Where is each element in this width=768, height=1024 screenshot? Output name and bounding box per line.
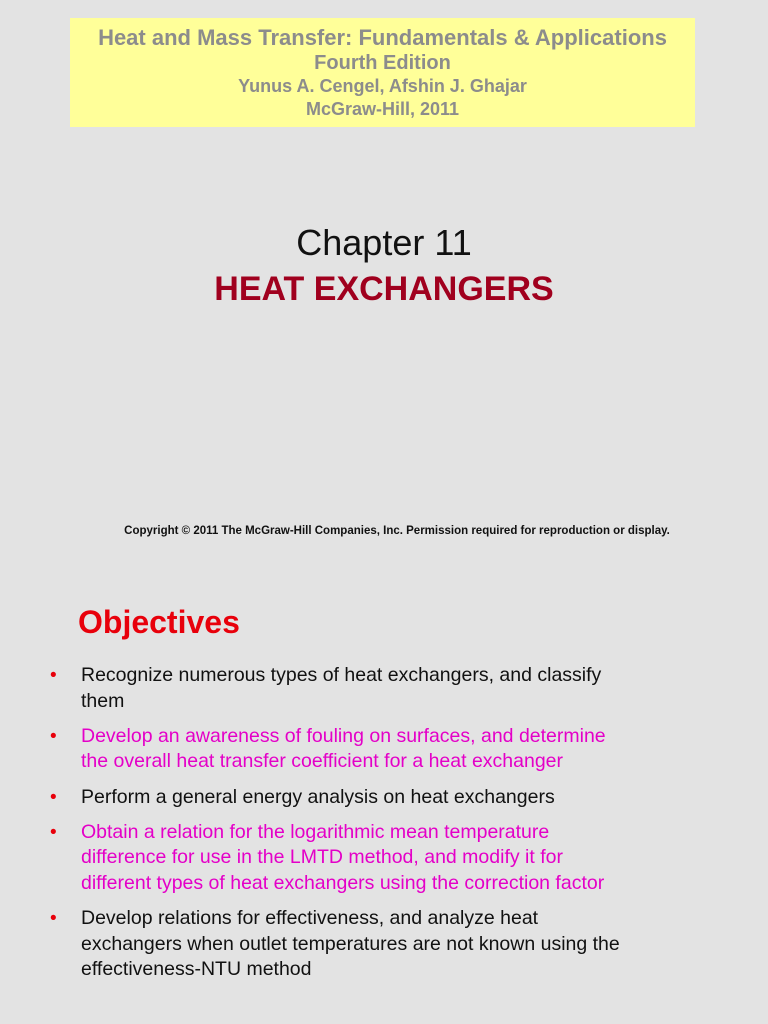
objective-text: Develop relations for effectiveness, and analyze heat exchangers when outlet temperatures are not known using the effectiveness-NTU method — [81, 907, 620, 981]
objective-item — [50, 785, 630, 811]
objectives-heading: Objectives — [78, 604, 240, 640]
bullet-icon: • — [50, 665, 57, 686]
objective-text: Recognize numerous types of heat exchangers, and classify them — [81, 664, 602, 712]
objective-item — [50, 820, 630, 897]
objective-item — [50, 906, 630, 983]
objective-text: Perform a general energy analysis on heat exchangers — [81, 785, 555, 808]
objective-text: Obtain a relation for the logarithmic mean temperature difference for use in the LMTD method, and modify it for different types of heat exchangers using the correction factor — [81, 820, 605, 894]
bullet-icon: • — [50, 821, 57, 843]
objective-text: Develop an awareness of fouling on surfaces, and determine the overall heat transfer coefficient for a heat exchanger — [81, 724, 606, 773]
objective-item — [50, 724, 630, 775]
objectives-list — [50, 663, 630, 993]
book-authors: Yunus A. Cengel, Afshin J. Ghajar — [238, 76, 527, 96]
chapter-number: Chapter 11 — [296, 222, 472, 263]
bullet-icon: • — [50, 786, 57, 808]
book-edition: Fourth Edition — [314, 52, 451, 74]
chapter-title: HEAT EXCHANGERS — [214, 270, 554, 308]
objective-item — [50, 663, 630, 714]
book-publisher: McGraw-Hill, 2011 — [305, 99, 460, 119]
book-title: Heat and Mass Transfer: Fundamentals & Applications — [98, 25, 667, 50]
bullet-icon: • — [50, 725, 57, 747]
bullet-icon: • — [50, 908, 57, 930]
copyright-notice: Copyright © 2011 The McGraw-Hill Companies, Inc. Permission required for reproduction or display. — [124, 525, 670, 537]
title-banner — [70, 18, 695, 127]
